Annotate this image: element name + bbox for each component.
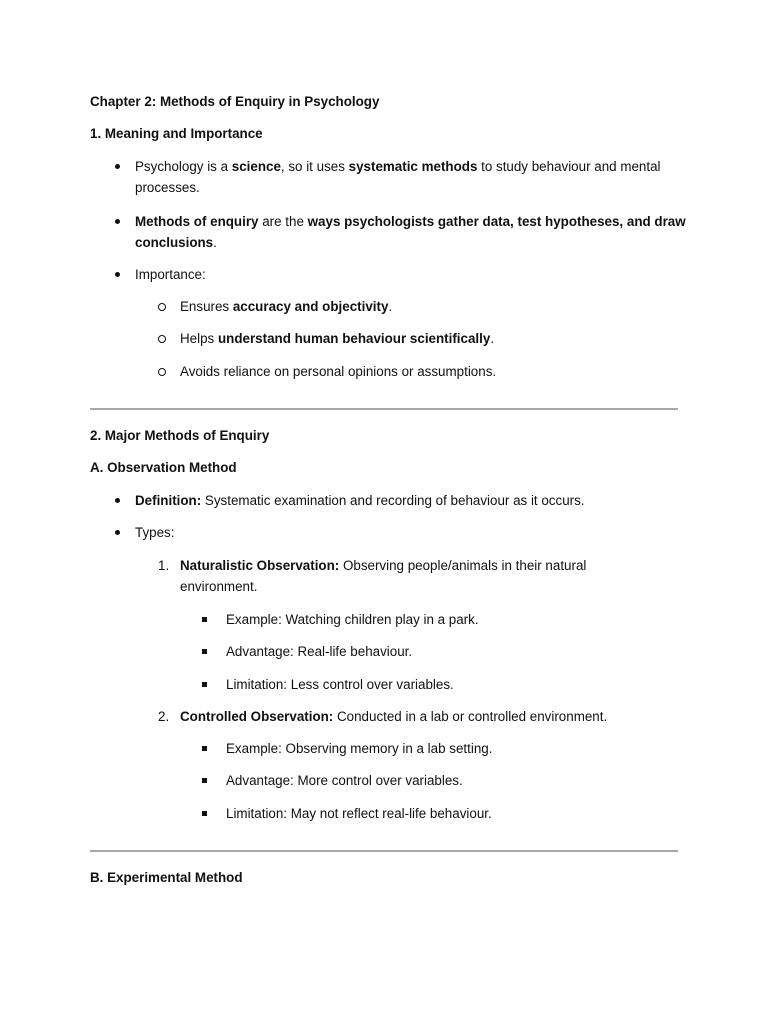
sub-item-avoids: Avoids reliance on personal opinions or assumptions.: [180, 364, 497, 379]
type-naturalistic-cont: environment.: [180, 579, 258, 594]
section-heading-major-methods: 2. Major Methods of Enquiry: [90, 428, 270, 443]
list-number: 1.: [158, 558, 170, 573]
detail-item: Example: Watching children play in a park.: [226, 612, 479, 627]
list-item-importance: Importance:: [135, 267, 206, 282]
type-controlled: Controlled Observation: Conducted in a lab or controlled environment.: [180, 709, 608, 724]
sub-item-accuracy: Ensures accuracy and objectivity.: [180, 299, 393, 314]
list-item-definition: Definition: Systematic examination and recording of behaviour as it occurs.: [135, 493, 585, 508]
type-naturalistic: Naturalistic Observation: Observing people/animals in their natural: [180, 558, 587, 573]
detail-item: Limitation: Less control over variables.: [226, 677, 454, 692]
detail-item: Advantage: Real-life behaviour.: [226, 644, 413, 659]
list-item-types: Types:: [135, 525, 175, 540]
sub-item-understand: Helps understand human behaviour scientifically.: [180, 331, 495, 346]
horizontal-divider: [90, 850, 678, 852]
list-item-methods: Methods of enquiry are the ways psychologists gather data, test hypotheses, and draw: [135, 214, 686, 229]
detail-item: Advantage: More control over variables.: [226, 773, 463, 788]
chapter-title: Chapter 2: Methods of Enquiry in Psychology: [90, 94, 380, 109]
list-item-science: Psychology is a science, so it uses systematic methods to study behaviour and mental: [135, 159, 661, 174]
detail-item: Limitation: May not reflect real-life behaviour.: [226, 806, 492, 821]
list-item-methods-cont: conclusions.: [135, 235, 217, 250]
subheading-experimental: B. Experimental Method: [90, 870, 243, 885]
list-item-science-cont: processes.: [135, 180, 200, 195]
subheading-observation: A. Observation Method: [90, 460, 237, 475]
section-heading-meaning: 1. Meaning and Importance: [90, 126, 263, 141]
detail-item: Example: Observing memory in a lab setting.: [226, 741, 493, 756]
list-number: 2.: [158, 709, 170, 724]
horizontal-divider: [90, 408, 678, 410]
